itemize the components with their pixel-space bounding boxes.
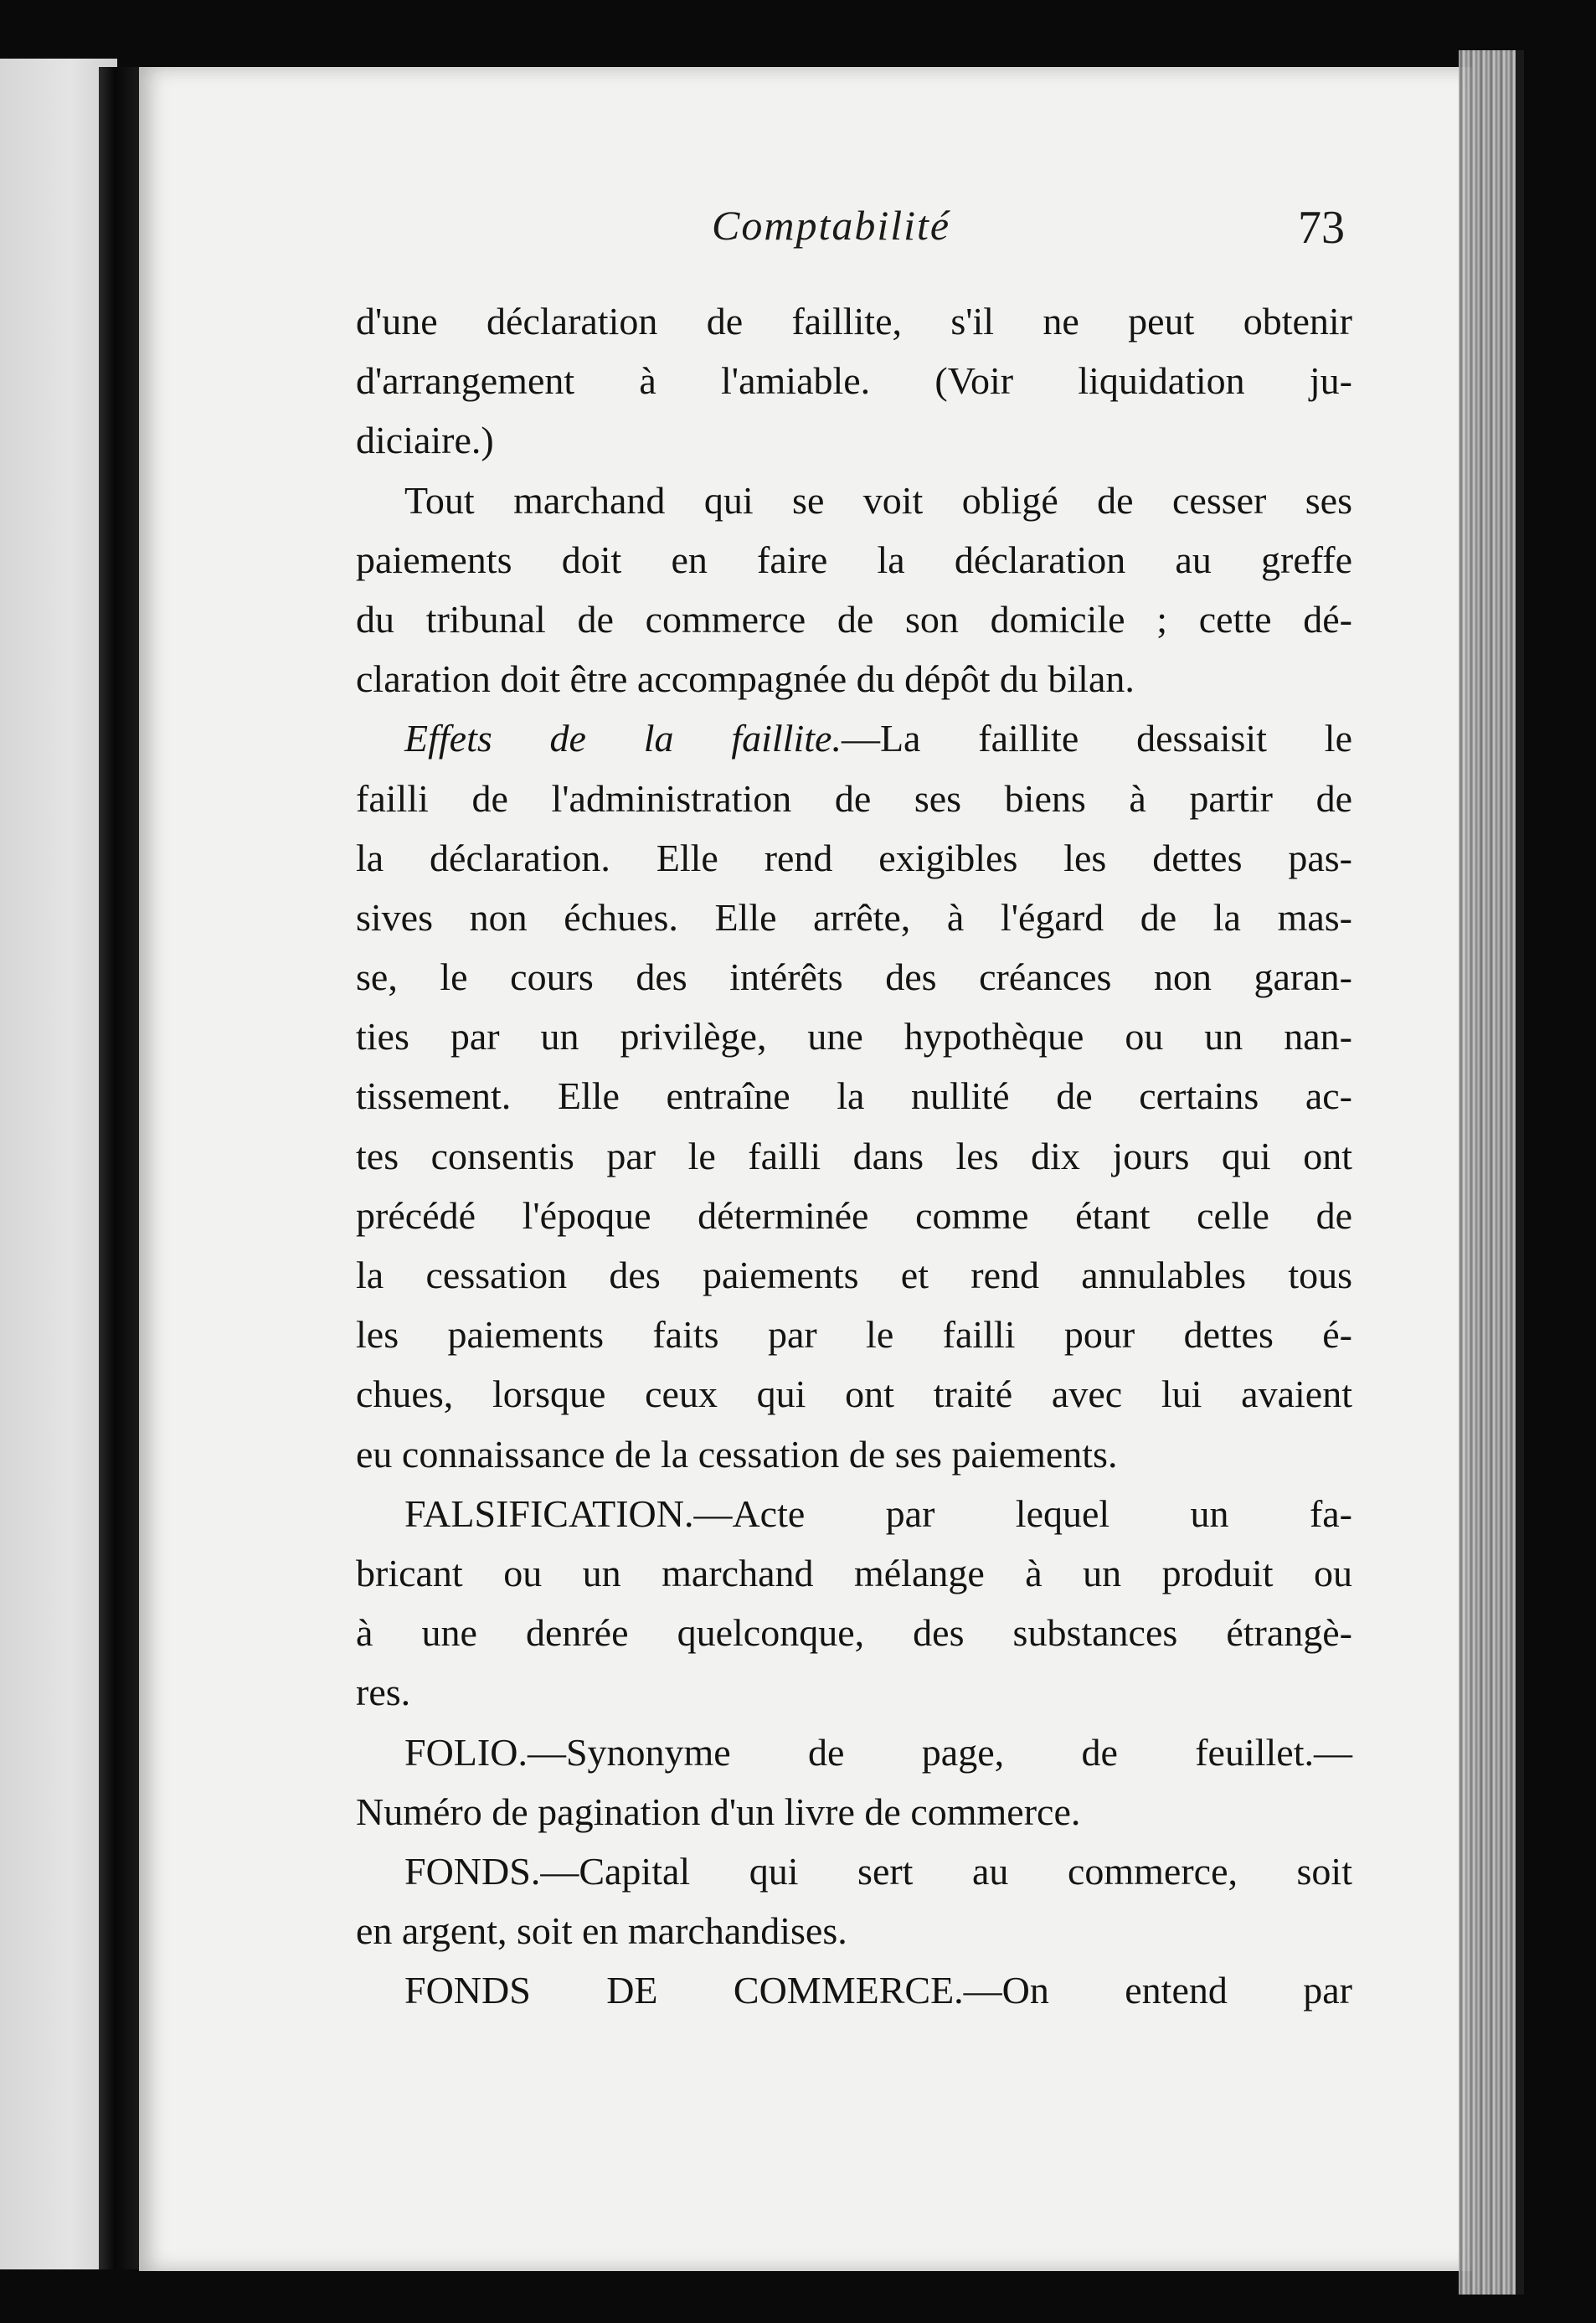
text-line: eu connaissance de la cessation de ses paiements. <box>356 1432 1118 1476</box>
body-text <box>356 291 1352 2020</box>
text-line: chues, lorsque ceux qui ont traité avec lui avaient <box>356 1373 1352 1416</box>
paragraph <box>356 1960 1352 2020</box>
text-line: la déclaration. Elle rend exigibles les dettes pas- <box>356 836 1352 879</box>
text-line: sives non échues. Elle arrête, à l'égard de la mas- <box>356 895 1352 939</box>
text-line: failli de l'administration de ses biens à partir de <box>356 776 1352 820</box>
text-line <box>356 708 1352 768</box>
page-edge-shadow <box>1516 50 1524 2295</box>
paragraph <box>356 708 1352 1483</box>
text-line: à une denrée quelconque, des substances étrangè- <box>356 1611 1352 1655</box>
paragraph <box>356 291 1352 471</box>
book-gutter <box>99 67 139 2269</box>
page-number: 73 <box>1298 202 1345 254</box>
text-line: Tout marchand qui se voit obligé de cesser ses <box>404 478 1352 522</box>
text-line: claration doit être accompagnée du dépôt du bilan. <box>356 657 1135 701</box>
text-line: tissement. Elle entraîne la nullité de certains ac- <box>356 1074 1352 1118</box>
text-line: d'une déclaration de faillite, s'il ne peut obtenir <box>356 300 1352 343</box>
text-line: d'arrangement à l'amiable. (Voir liquidation ju- <box>356 359 1352 403</box>
text-line: res. <box>356 1671 411 1714</box>
text-line: les paiements faits par le failli pour dettes é- <box>356 1313 1352 1357</box>
text-line: FONDS DE COMMERCE.—On entend par <box>404 1969 1352 2012</box>
paragraph <box>356 471 1352 709</box>
text-line: se, le cours des intérêts des créances non garan- <box>356 955 1352 999</box>
text-line: la cessation des paiements et rend annulables tous <box>356 1254 1352 1296</box>
running-title: Comptabilité <box>712 202 951 249</box>
text-line: du tribunal de commerce de son domicile ; cette dé- <box>356 597 1352 641</box>
running-head <box>352 201 1357 268</box>
paragraph <box>356 1484 1352 1723</box>
text-line: paiements doit en faire la déclaration au greffe <box>356 538 1352 581</box>
text-line: Numéro de pagination d'un livre de commerce. <box>356 1790 1081 1833</box>
paragraph <box>356 1841 1352 1960</box>
section-heading: Effets de la faillite. <box>404 717 842 760</box>
text-line: FOLIO.—Synonyme de page, de feuillet.— <box>404 1730 1352 1774</box>
text-line: diciaire.) <box>356 419 494 462</box>
text-line: FONDS.—Capital qui sert au commerce, soit <box>404 1849 1352 1893</box>
text-line: bricant ou un marchand mélange à un produit ou <box>356 1551 1352 1594</box>
text-line: précédé l'époque déterminée comme étant celle de <box>356 1193 1352 1237</box>
page-fore-edge <box>1459 50 1521 2295</box>
text-line: tes consentis par le failli dans les dix jours qui ont <box>356 1134 1352 1177</box>
paragraph <box>356 1723 1352 1841</box>
heading-continuation: —La faillite dessaisit le <box>841 717 1352 760</box>
text-line: FALSIFICATION.—Acte par lequel un fa- <box>404 1491 1352 1535</box>
text-line: ties par un privilège, une hypothèque ou un nan- <box>356 1015 1352 1058</box>
text-line: en argent, soit en marchandises. <box>356 1909 847 1953</box>
